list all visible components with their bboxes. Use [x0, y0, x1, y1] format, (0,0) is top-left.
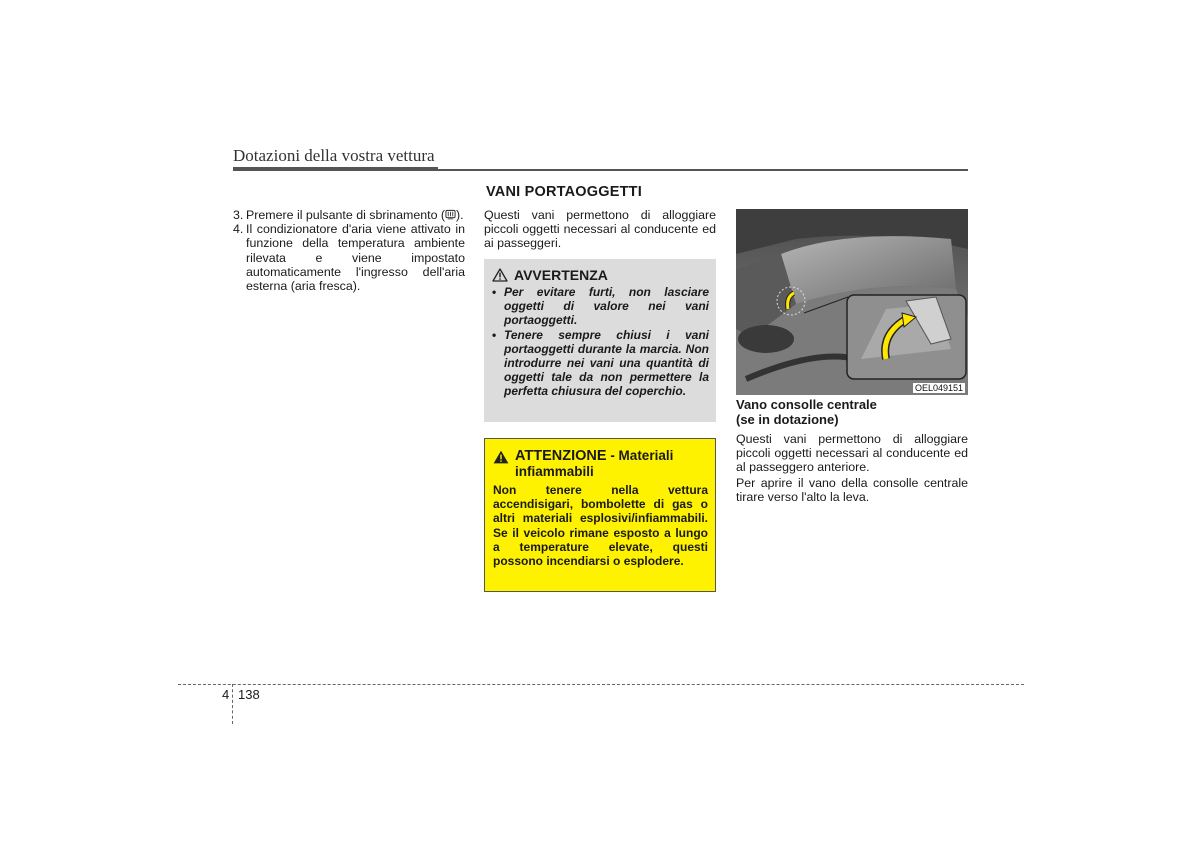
header-rule-line: [438, 169, 968, 171]
list-text: Il condizionatore d'aria viene attivato in funzione della temperatura ambiente rilevata e viene impostato automaticamente l'ingresso dell'aria esterna (aria fresca).: [246, 222, 465, 294]
console-title-line2: (se in dotazione): [736, 411, 839, 427]
bullet: •: [492, 327, 497, 342]
page-header-title: Dotazioni della vostra vettura: [233, 146, 435, 165]
list-item: [233, 222, 465, 293]
figure-code: OEL049151: [914, 383, 963, 393]
warning-header: [492, 267, 709, 283]
page-number: 138: [238, 687, 260, 702]
console-title-line1: Vano consolle centrale: [736, 397, 877, 412]
list-item: [233, 208, 465, 222]
chapter-number: 4: [222, 687, 230, 702]
footer-divider: [232, 684, 233, 724]
list-number: 4.: [233, 222, 244, 237]
left-column: [233, 208, 465, 293]
caution-header: [493, 448, 708, 479]
list-number: 3.: [233, 208, 244, 222]
console-illustration: [736, 209, 968, 395]
caution-box: [484, 438, 716, 592]
bullet: •: [492, 285, 497, 299]
caution-title: [515, 448, 708, 479]
console-body: [736, 432, 968, 505]
header-rule: [233, 167, 438, 171]
console-paragraph: Questi vani permettono di alloggiare piccoli oggetti necessari al conducente ed al passeggero anteriore.: [736, 432, 968, 475]
list-text: Premere il pulsante di sbrinamento (: [246, 208, 446, 222]
console-title: [736, 398, 968, 427]
caution-triangle-icon: [493, 450, 509, 464]
warning-list: [492, 285, 709, 399]
footer-rule: [178, 684, 1024, 685]
warning-item: [492, 328, 709, 399]
console-photo: [736, 209, 968, 395]
caution-body: Non tenere nella vettura accendisigari, bombolette di gas o altri materiali esplosivi/infiammabili. Se il veicolo rimane esposto a lungo a temperature elevate, questi possono incendiarsi o esplodere.: [493, 483, 708, 569]
console-paragraph: Per aprire il vano della consolle centrale tirare verso l'alto la leva.: [736, 475, 968, 504]
section-intro: Questi vani permettono di alloggiare piccoli oggetti necessari al conducente ed ai passeggeri.: [484, 208, 716, 251]
caution-title-sub: - Materiali infiammabili: [515, 448, 674, 479]
warning-triangle-icon: [492, 268, 508, 282]
section-title: VANI PORTAOGGETTI: [486, 184, 642, 200]
warning-title: AVVERTENZA: [514, 267, 608, 283]
rear-defrost-icon: [445, 209, 456, 220]
list-text-end: ).: [456, 208, 464, 222]
warning-box: [484, 259, 716, 422]
warning-item-text: Per evitare furti, non lasciare oggetti di valore nei vani portaoggetti.: [504, 285, 709, 328]
warning-item-text: Tenere sempre chiusi i vani portaoggetti durante la marcia. Non introdurre nei vani una quantità di oggetti tale da non permettere la perfetta chiusura del coperchio.: [504, 327, 709, 399]
caution-title-main: ATTENZIONE: [515, 448, 607, 464]
warning-item: [492, 285, 709, 328]
